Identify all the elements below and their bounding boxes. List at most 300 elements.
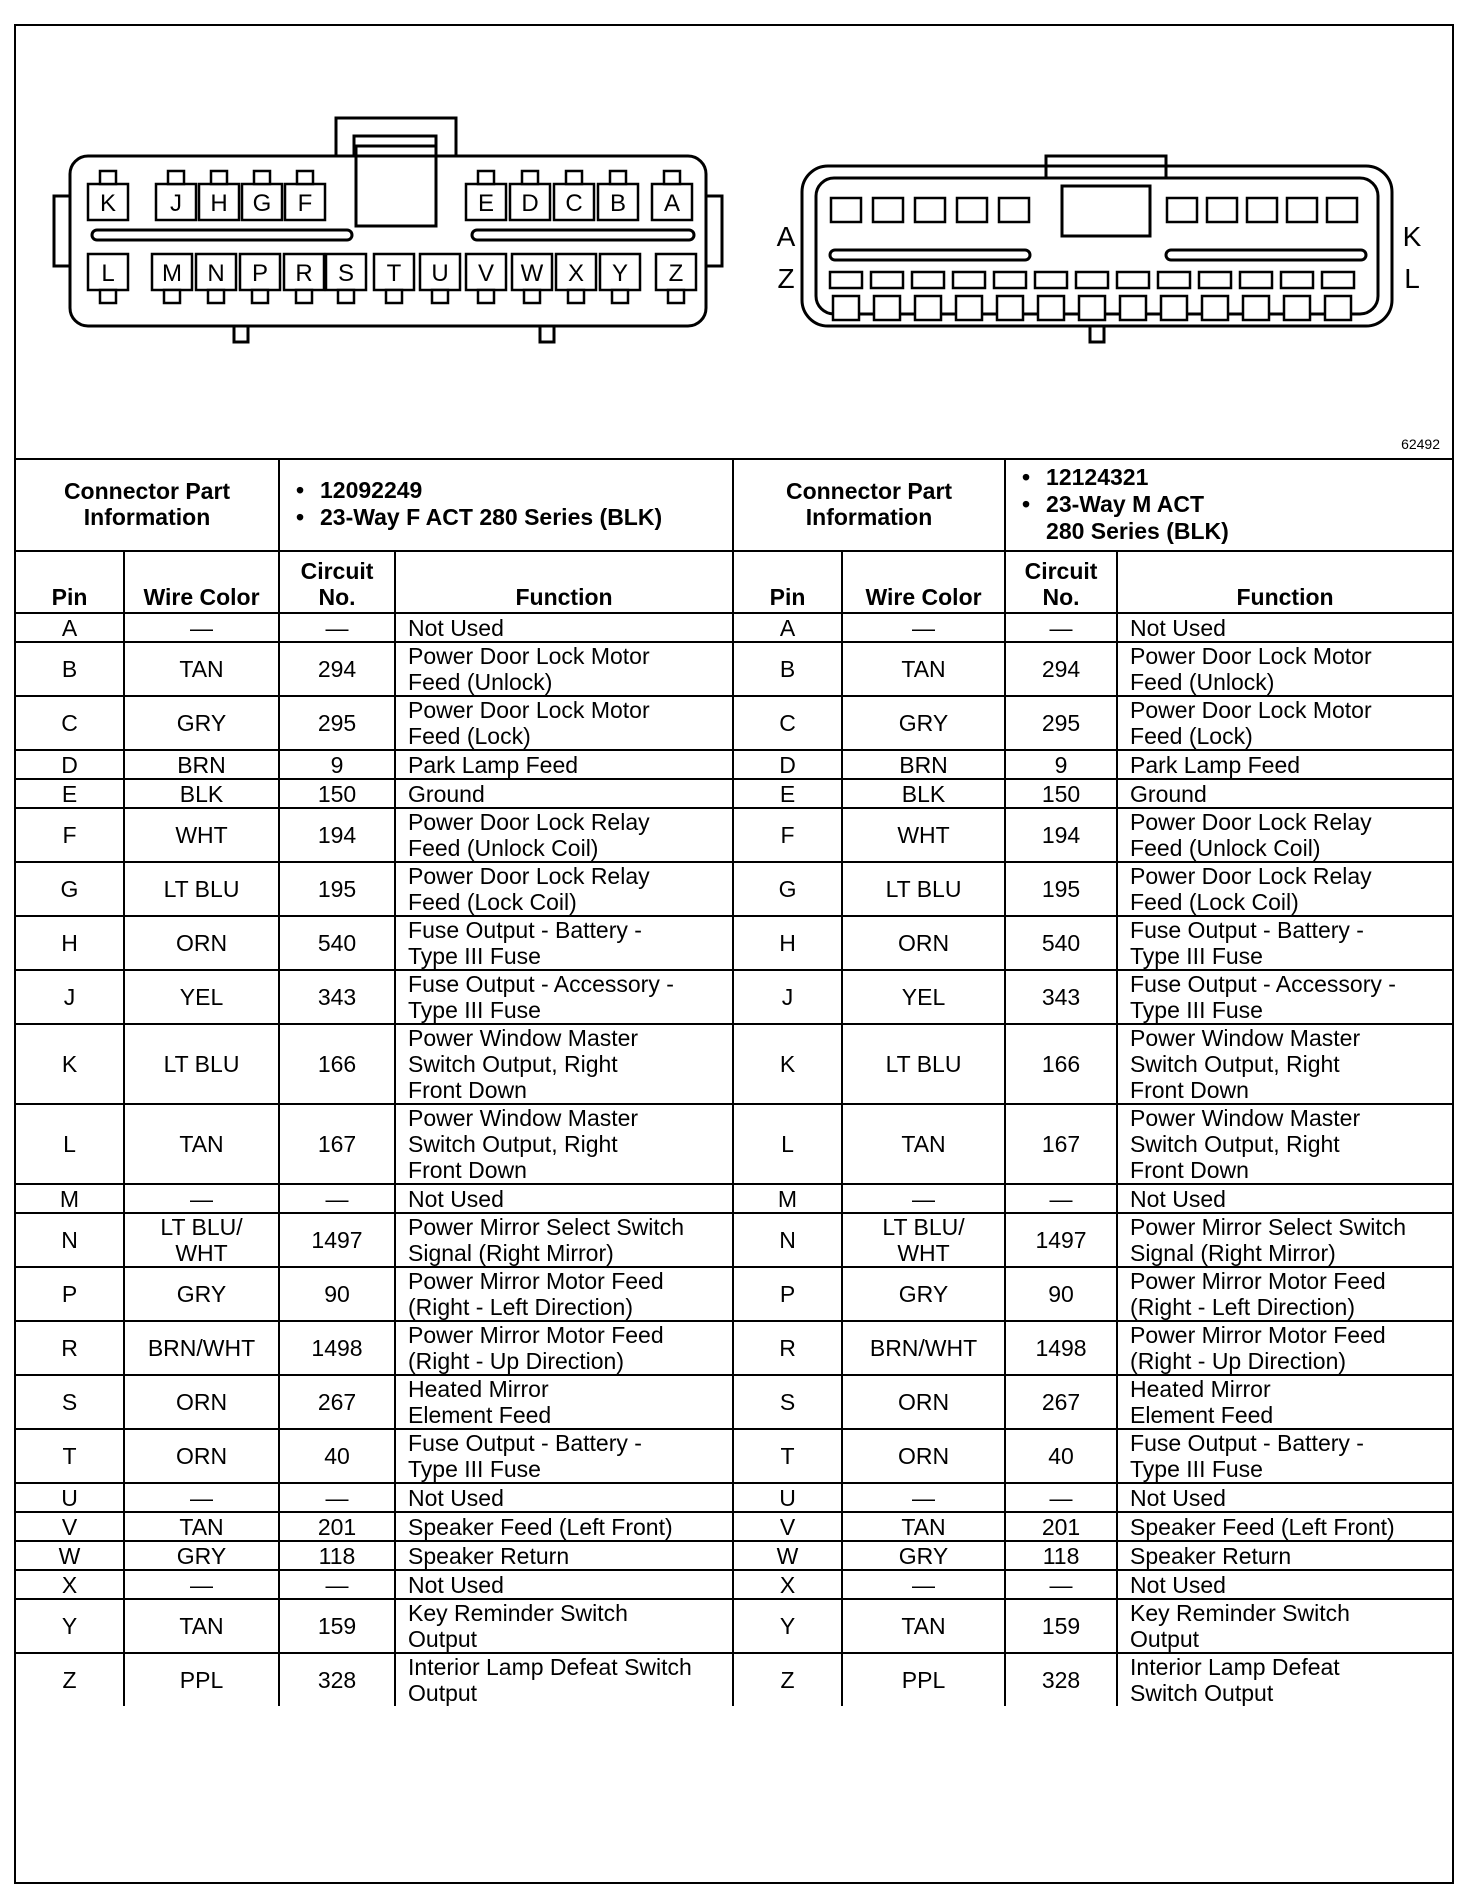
male-pin-cavity <box>915 198 945 222</box>
table-row <box>16 1541 1452 1570</box>
wire-color-cell: TAN <box>124 1512 279 1541</box>
function-cell: Not Used <box>1117 1483 1452 1512</box>
circuit-cell: — <box>279 1184 395 1213</box>
table-row <box>16 642 1452 696</box>
female-pin-slot <box>100 290 116 303</box>
pin-cell: K <box>733 1024 842 1104</box>
function-cell: Power Door Lock Relay Feed (Lock Coil) <box>1117 862 1452 916</box>
wire-color-cell: GRY <box>842 696 1005 750</box>
function-cell: Key Reminder Switch Output <box>1117 1599 1452 1653</box>
female-pin-letter: R <box>295 260 313 287</box>
circuit-cell: — <box>1005 1184 1117 1213</box>
circuit-cell: 294 <box>279 642 395 696</box>
wire-color-cell: ORN <box>124 916 279 970</box>
wire-color-cell: — <box>124 613 279 642</box>
connector-info-row <box>16 458 1452 551</box>
male-pin-cavity <box>871 272 903 288</box>
wire-color-cell: LT BLU <box>842 862 1005 916</box>
connector-diagram <box>16 26 1452 460</box>
function-cell: Ground <box>395 779 733 808</box>
circuit-cell: 166 <box>279 1024 395 1104</box>
circuit-cell: 195 <box>1005 862 1117 916</box>
function-cell: Not Used <box>1117 1570 1452 1599</box>
table-row <box>16 916 1452 970</box>
pin-cell: T <box>733 1429 842 1483</box>
function-cell: Not Used <box>395 1483 733 1512</box>
circuit-cell: 90 <box>279 1267 395 1321</box>
circuit-cell: — <box>1005 613 1117 642</box>
circuit-cell: — <box>1005 1570 1117 1599</box>
wire-color-cell: BRN <box>842 750 1005 779</box>
wire-color-cell: BRN/WHT <box>842 1321 1005 1375</box>
wire-color-cell: BRN/WHT <box>124 1321 279 1375</box>
circuit-cell: 118 <box>1005 1541 1117 1570</box>
wire-color-cell: TAN <box>124 1599 279 1653</box>
table-row <box>16 1599 1452 1653</box>
wire-color-cell: LT BLU/ WHT <box>124 1213 279 1267</box>
pin-cell: W <box>16 1541 124 1570</box>
female-connector-tab-left <box>54 196 70 266</box>
male-pin-cavity <box>1120 296 1146 320</box>
circuit-cell: 159 <box>1005 1599 1117 1653</box>
circuit-cell: — <box>1005 1483 1117 1512</box>
wire-color-cell: — <box>842 1570 1005 1599</box>
pin-cell: A <box>733 613 842 642</box>
circuit-cell: 295 <box>1005 696 1117 750</box>
pin-cell: W <box>733 1541 842 1570</box>
wire-color-cell: LT BLU/ WHT <box>842 1213 1005 1267</box>
wire-color-cell: BLK <box>842 779 1005 808</box>
circuit-cell: 328 <box>1005 1653 1117 1706</box>
female-pin-letter: X <box>567 260 585 287</box>
female-pin-letter: Z <box>668 260 684 287</box>
header-pin-2: Pin <box>733 551 842 613</box>
male-pin-cavity <box>956 296 982 320</box>
function-cell: Power Window Master Switch Output, Right Front Down <box>1117 1104 1452 1184</box>
table-row <box>16 750 1452 779</box>
pin-cell: L <box>16 1104 124 1184</box>
wire-color-cell: ORN <box>842 916 1005 970</box>
male-rib <box>1166 250 1366 260</box>
wire-color-cell: — <box>124 1570 279 1599</box>
function-cell: Power Door Lock Relay Feed (Unlock Coil) <box>395 808 733 862</box>
male-pin-cavity <box>830 272 862 288</box>
circuit-cell: 167 <box>1005 1104 1117 1184</box>
female-pin-letter: A <box>663 190 681 217</box>
table-row <box>16 1653 1452 1706</box>
wire-color-cell: TAN <box>842 1599 1005 1653</box>
header-function-2: Function <box>1117 551 1452 613</box>
female-pin-letter: M <box>162 260 182 287</box>
circuit-cell: 201 <box>1005 1512 1117 1541</box>
pin-cell: E <box>16 779 124 808</box>
female-foot <box>234 326 248 342</box>
male-pin-cavity <box>912 272 944 288</box>
part-number-1: • 12092249 <box>320 477 726 504</box>
female-connector-tab-right <box>706 196 722 266</box>
female-pin-letter: Y <box>611 260 629 287</box>
table-row <box>16 970 1452 1024</box>
function-cell: Power Mirror Motor Feed (Right - Left Direction) <box>395 1267 733 1321</box>
figure-id: 62492 <box>1401 436 1440 452</box>
function-cell: Power Door Lock Motor Feed (Unlock) <box>395 642 733 696</box>
circuit-cell: — <box>279 1483 395 1512</box>
wire-color-cell: — <box>842 1483 1005 1512</box>
female-pin-letter: P <box>251 260 269 287</box>
column-header-row <box>16 551 1452 613</box>
circuit-cell: 150 <box>279 779 395 808</box>
female-pin-slot <box>478 171 494 184</box>
function-cell: Power Door Lock Motor Feed (Unlock) <box>1117 642 1452 696</box>
pin-cell: X <box>733 1570 842 1599</box>
wire-color-cell: ORN <box>842 1429 1005 1483</box>
male-pin-cavity <box>1117 272 1149 288</box>
circuit-cell: 328 <box>279 1653 395 1706</box>
female-pin-letter: J <box>170 190 182 217</box>
male-pin-cavity <box>997 296 1023 320</box>
wire-color-cell: ORN <box>842 1375 1005 1429</box>
function-cell: Power Mirror Select Switch Signal (Right Mirror) <box>395 1213 733 1267</box>
table-row <box>16 862 1452 916</box>
male-rib <box>830 250 1030 260</box>
circuit-cell: 90 <box>1005 1267 1117 1321</box>
function-cell: Power Window Master Switch Output, Right Front Down <box>395 1104 733 1184</box>
connector-desc-2: • 23-Way M ACT 280 Series (BLK) <box>1046 491 1446 545</box>
male-pin-cavity <box>915 296 941 320</box>
pin-cell: N <box>733 1213 842 1267</box>
circuit-cell: — <box>279 613 395 642</box>
female-pin-letter: D <box>521 190 539 217</box>
circuit-cell: 194 <box>1005 808 1117 862</box>
table-row <box>16 1024 1452 1104</box>
pin-cell: V <box>733 1512 842 1541</box>
table-row <box>16 1429 1452 1483</box>
wire-color-cell: BLK <box>124 779 279 808</box>
pin-cell: R <box>16 1321 124 1375</box>
pin-cell: Y <box>733 1599 842 1653</box>
female-pin-slot <box>478 290 494 303</box>
female-rib <box>472 230 694 240</box>
female-pin-letter: T <box>386 260 402 287</box>
pin-cell: U <box>16 1483 124 1512</box>
circuit-cell: 343 <box>1005 970 1117 1024</box>
function-cell: Interior Lamp Defeat Switch Output <box>1117 1653 1452 1706</box>
female-pin-slot <box>386 290 402 303</box>
female-pin-letter: B <box>609 190 627 217</box>
pin-cell: J <box>16 970 124 1024</box>
female-pin-slot <box>164 290 180 303</box>
function-cell: Power Door Lock Relay Feed (Lock Coil) <box>395 862 733 916</box>
male-pin-cavity <box>1247 198 1277 222</box>
male-pin-cavity <box>1284 296 1310 320</box>
connector-info-label-1: Connector Part Information <box>16 458 279 551</box>
female-pin-letter: E <box>477 190 495 217</box>
wire-color-cell: — <box>842 613 1005 642</box>
pin-cell: G <box>16 862 124 916</box>
wire-color-cell: ORN <box>124 1429 279 1483</box>
table-row <box>16 1104 1452 1184</box>
female-pin-slot <box>100 171 116 184</box>
female-pin-slot <box>610 171 626 184</box>
pin-cell: J <box>733 970 842 1024</box>
table-row <box>16 1375 1452 1429</box>
function-cell: Interior Lamp Defeat Switch Output <box>395 1653 733 1706</box>
page-frame <box>14 24 1454 1884</box>
male-pin-cavity <box>873 198 903 222</box>
male-pin-cavity <box>953 272 985 288</box>
female-pin-letter: S <box>337 260 355 287</box>
wire-color-cell: YEL <box>842 970 1005 1024</box>
wire-color-cell: PPL <box>842 1653 1005 1706</box>
pin-cell: K <box>16 1024 124 1104</box>
circuit-cell: 150 <box>1005 779 1117 808</box>
wire-color-cell: GRY <box>842 1267 1005 1321</box>
function-cell: Key Reminder Switch Output <box>395 1599 733 1653</box>
male-pin-cavity <box>994 272 1026 288</box>
wire-color-cell: — <box>124 1184 279 1213</box>
female-latch <box>336 118 456 156</box>
wire-color-cell: TAN <box>124 642 279 696</box>
wire-color-cell: BRN <box>124 750 279 779</box>
male-pin-cavity <box>1207 198 1237 222</box>
function-cell: Fuse Output - Accessory - Type III Fuse <box>1117 970 1452 1024</box>
male-pin-cavity <box>1158 272 1190 288</box>
pin-cell: C <box>16 696 124 750</box>
pin-cell: G <box>733 862 842 916</box>
circuit-cell: 194 <box>279 808 395 862</box>
function-cell: Fuse Output - Battery - Type III Fuse <box>395 1429 733 1483</box>
wire-color-cell: GRY <box>124 1541 279 1570</box>
circuit-cell: 201 <box>279 1512 395 1541</box>
circuit-cell: 267 <box>1005 1375 1117 1429</box>
pin-cell: A <box>16 613 124 642</box>
pin-cell: S <box>16 1375 124 1429</box>
pin-cell: X <box>16 1570 124 1599</box>
female-pin-slot <box>297 171 313 184</box>
pin-cell: H <box>16 916 124 970</box>
female-pin-slot <box>168 171 184 184</box>
pin-cell: R <box>733 1321 842 1375</box>
wire-color-cell: LT BLU <box>124 1024 279 1104</box>
pin-cell: M <box>16 1184 124 1213</box>
connector-side-label: Z <box>777 263 795 294</box>
table-row <box>16 1512 1452 1541</box>
pin-cell: S <box>733 1375 842 1429</box>
circuit-cell: 9 <box>1005 750 1117 779</box>
pin-cell: D <box>16 750 124 779</box>
female-pin-letter: U <box>431 260 449 287</box>
female-pin-letter: V <box>477 260 495 287</box>
pin-cell: Z <box>733 1653 842 1706</box>
pin-rows <box>16 613 1452 1706</box>
female-pin-slot <box>612 290 628 303</box>
connector-info-2 <box>1005 458 1452 551</box>
circuit-cell: 540 <box>1005 916 1117 970</box>
female-pin-slot <box>338 290 354 303</box>
female-lock-t <box>356 146 436 226</box>
wire-color-cell: GRY <box>124 696 279 750</box>
function-cell: Speaker Feed (Left Front) <box>1117 1512 1452 1541</box>
wire-color-cell: TAN <box>842 642 1005 696</box>
pin-cell: B <box>16 642 124 696</box>
function-cell: Power Mirror Motor Feed (Right - Up Direction) <box>395 1321 733 1375</box>
function-cell: Speaker Return <box>1117 1541 1452 1570</box>
function-cell: Not Used <box>395 1184 733 1213</box>
pin-cell: B <box>733 642 842 696</box>
female-pin-slot <box>664 171 680 184</box>
wire-color-cell: ORN <box>124 1375 279 1429</box>
male-pin-cavity <box>1325 296 1351 320</box>
function-cell: Not Used <box>395 613 733 642</box>
table-row <box>16 1213 1452 1267</box>
part-number-2: • 12124321 <box>1046 464 1446 491</box>
connector-side-label: A <box>776 221 796 252</box>
connector-drawings <box>16 26 1452 458</box>
wire-color-cell: PPL <box>124 1653 279 1706</box>
pin-cell: Z <box>16 1653 124 1706</box>
circuit-cell: 540 <box>279 916 395 970</box>
female-pin-slot <box>524 290 540 303</box>
male-pin-cavity <box>1287 198 1317 222</box>
table-row <box>16 1570 1452 1599</box>
female-pin-slot <box>211 171 227 184</box>
circuit-cell: 40 <box>279 1429 395 1483</box>
male-pin-cavity <box>831 198 861 222</box>
function-cell: Not Used <box>1117 1184 1452 1213</box>
connector-side-label: L <box>1404 263 1420 294</box>
male-pin-cavity <box>1327 198 1357 222</box>
circuit-cell: 1497 <box>279 1213 395 1267</box>
female-pin-slot <box>252 290 268 303</box>
male-pin-cavity <box>1243 296 1269 320</box>
header-function: Function <box>395 551 733 613</box>
circuit-cell: 9 <box>279 750 395 779</box>
function-cell: Fuse Output - Battery - Type III Fuse <box>395 916 733 970</box>
male-pin-cavity <box>1202 296 1228 320</box>
wire-color-cell: WHT <box>842 808 1005 862</box>
female-pin-letter: G <box>252 190 272 217</box>
male-pin-cavity <box>1038 296 1064 320</box>
female-foot <box>540 326 554 342</box>
pin-cell: H <box>733 916 842 970</box>
female-pin-letter: L <box>101 260 115 287</box>
female-pin-slot <box>432 290 448 303</box>
wire-color-cell: TAN <box>124 1104 279 1184</box>
female-pin-slot <box>568 290 584 303</box>
male-pin-cavity <box>1322 272 1354 288</box>
function-cell: Power Window Master Switch Output, Right Front Down <box>395 1024 733 1104</box>
table-row <box>16 1321 1452 1375</box>
connector-side-label: K <box>1402 221 1422 252</box>
wire-color-cell: TAN <box>842 1512 1005 1541</box>
pin-cell: N <box>16 1213 124 1267</box>
male-pin-cavity <box>1199 272 1231 288</box>
pin-cell: D <box>733 750 842 779</box>
female-pin-letter: K <box>99 190 117 217</box>
pin-cell: P <box>16 1267 124 1321</box>
circuit-cell: 343 <box>279 970 395 1024</box>
circuit-cell: 1498 <box>1005 1321 1117 1375</box>
table-row <box>16 1267 1452 1321</box>
pin-cell: P <box>733 1267 842 1321</box>
female-pin-slot <box>296 290 312 303</box>
female-pin-slot <box>522 171 538 184</box>
connector-info-1 <box>279 458 733 551</box>
header-circuit: Circuit No. <box>279 551 395 613</box>
function-cell: Ground <box>1117 779 1452 808</box>
circuit-cell: 1497 <box>1005 1213 1117 1267</box>
male-pin-cavity <box>1035 272 1067 288</box>
function-cell: Speaker Feed (Left Front) <box>395 1512 733 1541</box>
function-cell: Power Window Master Switch Output, Right Front Down <box>1117 1024 1452 1104</box>
function-cell: Park Lamp Feed <box>1117 750 1452 779</box>
wire-color-cell: — <box>124 1483 279 1512</box>
circuit-cell: 295 <box>279 696 395 750</box>
male-pin-cavity <box>1161 296 1187 320</box>
function-cell: Fuse Output - Battery - Type III Fuse <box>1117 1429 1452 1483</box>
header-circuit-2: Circuit No. <box>1005 551 1117 613</box>
function-cell: Power Mirror Select Switch Signal (Right Mirror) <box>1117 1213 1452 1267</box>
circuit-cell: 267 <box>279 1375 395 1429</box>
table-row <box>16 779 1452 808</box>
function-cell: Power Door Lock Motor Feed (Lock) <box>1117 696 1452 750</box>
circuit-cell: 118 <box>279 1541 395 1570</box>
pin-cell: V <box>16 1512 124 1541</box>
wire-color-cell: LT BLU <box>124 862 279 916</box>
wire-color-cell: LT BLU <box>842 1024 1005 1104</box>
male-foot <box>1090 326 1104 342</box>
connector-info-label-2: Connector Part Information <box>733 458 1005 551</box>
table-row <box>16 1184 1452 1213</box>
table-row <box>16 808 1452 862</box>
function-cell: Power Mirror Motor Feed (Right - Up Direction) <box>1117 1321 1452 1375</box>
wire-color-cell: WHT <box>124 808 279 862</box>
female-pin-letter: W <box>520 260 544 287</box>
circuit-cell: 166 <box>1005 1024 1117 1104</box>
circuit-cell: 294 <box>1005 642 1117 696</box>
female-pin-slot <box>254 171 270 184</box>
female-pin-slot <box>566 171 582 184</box>
male-pin-cavity <box>1079 296 1105 320</box>
male-pin-cavity <box>833 296 859 320</box>
table-row <box>16 613 1452 642</box>
pin-cell: M <box>733 1184 842 1213</box>
connector-desc-1: • 23-Way F ACT 280 Series (BLK) <box>320 504 726 531</box>
circuit-cell: 195 <box>279 862 395 916</box>
wire-color-cell: — <box>842 1184 1005 1213</box>
header-pin: Pin <box>16 551 124 613</box>
pin-cell: T <box>16 1429 124 1483</box>
header-wire-color-2: Wire Color <box>842 551 1005 613</box>
function-cell: Power Door Lock Motor Feed (Lock) <box>395 696 733 750</box>
table-row <box>16 1483 1452 1512</box>
pin-cell: E <box>733 779 842 808</box>
female-pin-letter: F <box>297 190 313 217</box>
function-cell: Park Lamp Feed <box>395 750 733 779</box>
function-cell: Heated Mirror Element Feed <box>1117 1375 1452 1429</box>
table-row <box>16 696 1452 750</box>
female-pin-slot <box>668 290 684 303</box>
wire-color-cell: YEL <box>124 970 279 1024</box>
circuit-cell: — <box>279 1570 395 1599</box>
function-cell: Power Mirror Motor Feed (Right - Left Direction) <box>1117 1267 1452 1321</box>
function-cell: Power Door Lock Relay Feed (Unlock Coil) <box>1117 808 1452 862</box>
female-pin-letter: N <box>207 260 225 287</box>
male-pin-cavity <box>957 198 987 222</box>
male-pin-cavity <box>874 296 900 320</box>
male-pin-cavity <box>1281 272 1313 288</box>
function-cell: Not Used <box>395 1570 733 1599</box>
